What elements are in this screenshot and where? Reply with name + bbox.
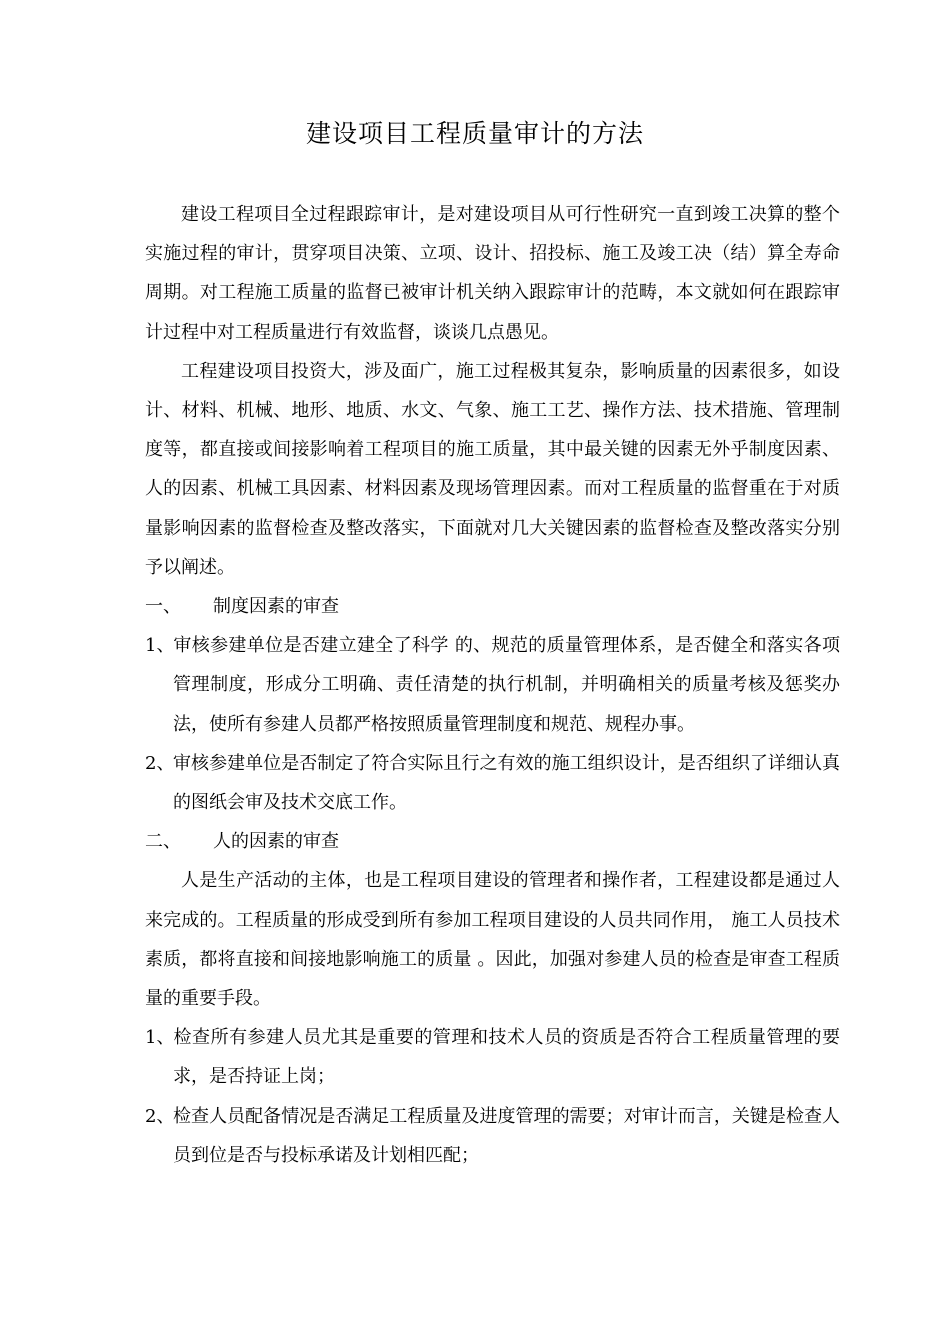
list-item-text: 检查所有参建人员尤其是重要的管理和技术人员的资质是否符合工程质量管理的要求，是否持证上岗； — [173, 1027, 840, 1088]
list-item-number: 2、 — [145, 752, 175, 774]
section-heading-1 — [145, 587, 840, 626]
document-title: 建设项目工程质量审计的方法 — [305, 119, 644, 148]
list-item — [145, 744, 840, 822]
list-item-text: 审核参建单位是否建立建全了科学 的、规范的质量管理体系，是否健全和落实各项管理制度，形成分工明确、责任清楚的执行机制，并明确相关的质量考核及惩奖办法，使所有参建人员都严格按照质量管理制度和规范、规程办事。 — [173, 635, 840, 735]
people-paragraph: 人是生产活动的主体，也是工程项目建设的管理者和操作者，工程建设都是通过人来完成的。工程质量的形成受到所有参加工程项目建设的人员共同作用， 施工人员技术素质，都将直接和间接地影响施工的质量 。因此，加强对参建人员的检查是审查工程质量的重要手段。 — [145, 870, 840, 1010]
list-item — [145, 1018, 840, 1096]
section-title: 制度因素的审查 — [213, 596, 339, 618]
factors-paragraph: 工程建设项目投资大，涉及面广，施工过程极其复杂，影响质量的因素很多，如设计、材料、机械、地形、地质、水文、气象、施工工艺、操作方法、技术措施、管理制度等，都直接或间接影响着工程项目的施工质量，其中最关键的因素无外乎制度因素、人的因素、机械工具因素、材料因素及现场管理因素。而对工程质量的监督重在于对质量影响因素的监督检查及整改落实，下面就对几大关键因素的监督检查及整改落实分别予以阐述。 — [145, 360, 840, 578]
list-item-text: 审核参建单位是否制定了符合实际且行之有效的施工组织设计，是否组织了详细认真的图纸会审及技术交底工作。 — [173, 752, 840, 814]
list-item — [145, 1097, 840, 1175]
section-heading-2 — [145, 822, 840, 861]
list-item-text: 检查人员配备情况是否满足工程质量及进度管理的需要；对审计而言，关键是检查人员到位是否与投标承诺及计划相匹配； — [173, 1105, 840, 1166]
list-item-number: 2、 — [145, 1105, 175, 1127]
list-item-number: 1、 — [145, 1027, 175, 1049]
section-number: 一、 — [145, 596, 181, 618]
intro-paragraph: 建设工程项目全过程跟踪审计，是对建设项目从可行性研究一直到竣工决算的整个实施过程的审计，贯穿项目决策、立项、设计、招投标、施工及竣工决（结）算全寿命周期。对工程施工质量的监督已被审计机关纳入跟踪审计的范畴，本文就如何在跟踪审计过程中对工程质量进行有效监督，谈谈几点愚见。 — [145, 204, 840, 343]
document-body — [145, 195, 840, 1175]
section-number: 二、 — [145, 831, 181, 853]
list-item — [145, 626, 840, 744]
list-item-number: 1、 — [145, 635, 175, 657]
section-title: 人的因素的审查 — [213, 831, 339, 853]
